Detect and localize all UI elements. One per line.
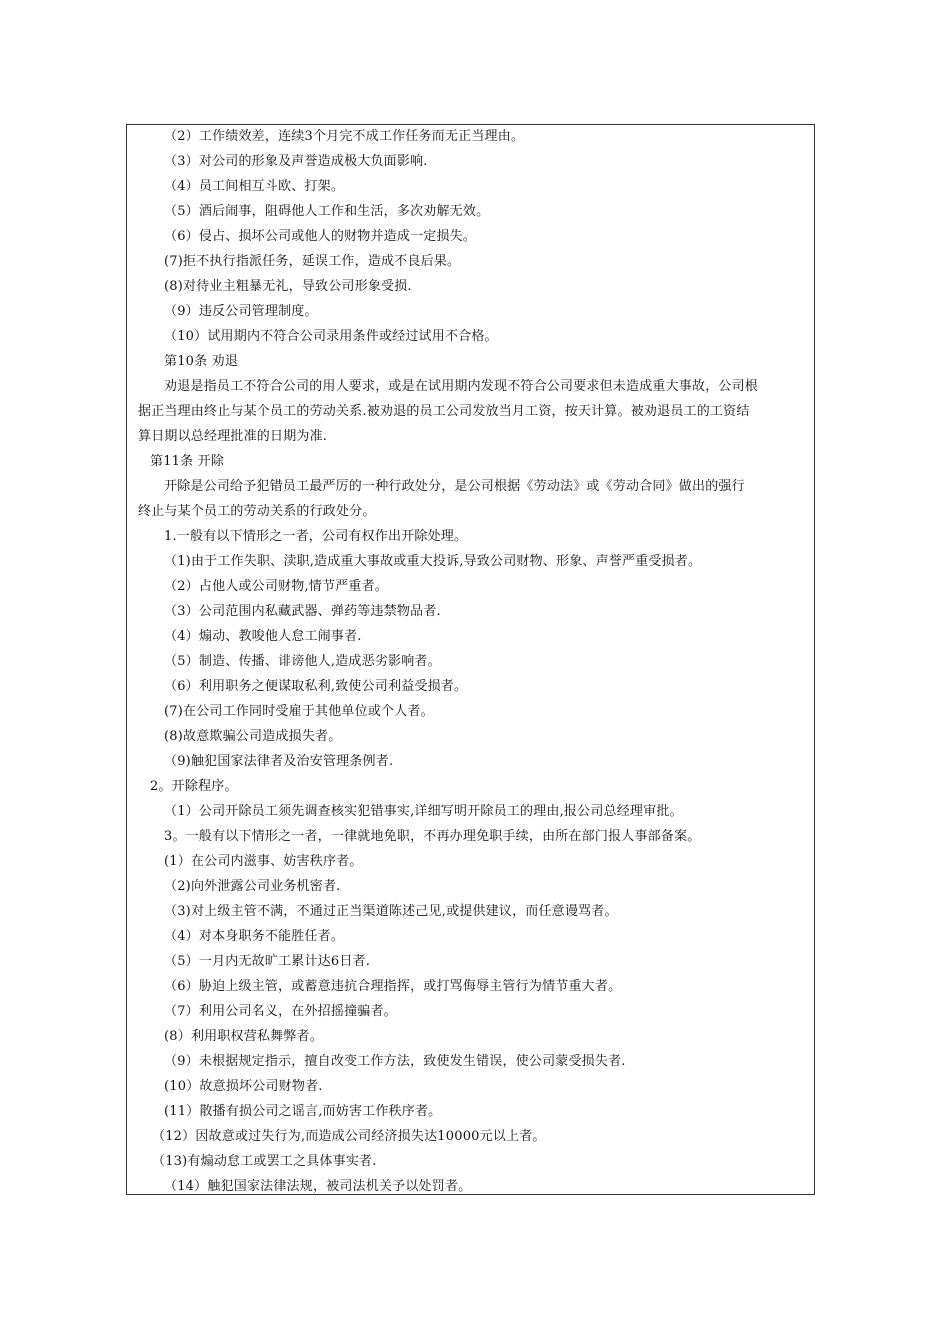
text-line: （5）制造、传播、诽谤他人,造成恶劣影响者。 bbox=[164, 654, 441, 669]
text-line: (10）故意损坏公司财物者. bbox=[164, 1079, 323, 1094]
text-line: (8)对待业主粗暴无礼，导致公司形象受损. bbox=[164, 279, 412, 294]
section-heading: 第10条 劝退 bbox=[164, 354, 239, 369]
text-line: (7)拒不执行指派任务，延误工作，造成不良后果。 bbox=[164, 254, 461, 269]
text-line: 2。开除程序。 bbox=[150, 779, 238, 794]
text-line: (8）利用职权营私舞弊者。 bbox=[164, 1029, 323, 1044]
text-line: （9）未根据规定指示，擅自改变工作方法，致使发生错误，使公司蒙受损失者. bbox=[164, 1054, 626, 1069]
text-line: （2）占他人或公司财物,情节严重者。 bbox=[164, 579, 389, 594]
text-line: （10）试用期内不符合公司录用条件或经过试用不合格。 bbox=[164, 329, 498, 344]
text-line: 终止与某个员工的劳动关系的行政处分。 bbox=[138, 504, 376, 519]
section-heading: 第11条 开除 bbox=[150, 454, 225, 469]
text-line: （2)向外泄露公司业务机密者. bbox=[164, 879, 341, 894]
text-line: （12）因故意或过失行为,而造成公司经济损失达10000元以上者。 bbox=[152, 1129, 546, 1144]
text-line: 劝退是指员工不符合公司的用人要求，或是在试用期内发现不符合公司要求但未造成重大事故，公司根 bbox=[164, 379, 759, 394]
text-line: （4）员工间相互斗欧、打架。 bbox=[164, 179, 345, 194]
text-line: （14）触犯国家法律法规，被司法机关予以处罚者。 bbox=[164, 1179, 472, 1194]
text-line: （4）对本身职务不能胜任者。 bbox=[164, 929, 345, 944]
text-line: (1）在公司内滋事、妨害秩序者。 bbox=[164, 854, 363, 869]
text-line: (11）散播有损公司之谣言,而妨害工作秩序者。 bbox=[164, 1104, 442, 1119]
text-line: （5）一月内无故旷工累计达6日者. bbox=[164, 954, 371, 969]
text-line: （2）工作绩效差，连续3个月完不成工作任务而无正当理由。 bbox=[164, 129, 525, 144]
text-line: （9)触犯国家法律者及治安管理条例者. bbox=[164, 754, 394, 769]
text-line: （3）对公司的形象及声誉造成极大负面影响. bbox=[164, 154, 428, 169]
text-line: 据正当理由终止与某个员工的劳动关系.被劝退的员工公司发放当月工资，按天计算。被劝退员工的工资结 bbox=[138, 404, 750, 419]
text-line: 开除是公司给予犯错员工最严厉的一种行政处分，是公司根据《劳动法》或《劳动合同》做出的强行 bbox=[164, 479, 745, 494]
text-line: （3)对上级主管不满，不通过正当渠道陈述己见,或提供建议，而任意谩骂者。 bbox=[164, 904, 618, 919]
text-line: （3）公司范围内私藏武器、弹药等违禁物品者. bbox=[164, 604, 441, 619]
text-line: 算日期以总经理批准的日期为准. bbox=[138, 429, 328, 444]
text-line: （1)由于工作失职、渎职,造成重大事故或重大投诉,导致公司财物、形象、声誉严重受损者。 bbox=[164, 554, 702, 569]
text-line: （7）利用公司名义，在外招摇撞骗者。 bbox=[164, 1004, 397, 1019]
text-line: （6）胁迫上级主管，或蓄意违抗合理指挥，或打骂侮辱主管行为情节重大者。 bbox=[164, 979, 622, 994]
text-line: 1.一般有以下情形之一者，公司有权作出开除处理。 bbox=[164, 529, 468, 544]
text-line: （13)有煽动怠工或罢工之具体事实者. bbox=[152, 1154, 377, 1169]
text-line: （4）煽动、教唆他人怠工闹事者. bbox=[164, 629, 362, 644]
text-line: (7)在公司工作同时受雇于其他单位或个人者。 bbox=[164, 704, 434, 719]
text-line: （1）公司开除员工须先调查核实犯错事实,详细写明开除员工的理由,报公司总经理审批。 bbox=[164, 804, 683, 819]
text-line: 3。一般有以下情形之一者，一律就地免职，不再办理免职手续，由所在部门报人事部备案。 bbox=[164, 829, 701, 844]
text-line: （9）违反公司管理制度。 bbox=[164, 304, 318, 319]
text-line: （5）酒后闹事，阻碍他人工作和生活，多次劝解无效。 bbox=[164, 204, 490, 219]
text-line: （6）侵占、损坏公司或他人的财物并造成一定损失。 bbox=[164, 229, 477, 244]
text-line: (8)故意欺骗公司造成损失者。 bbox=[164, 729, 342, 744]
text-line: （6）利用职务之便谋取私利,致使公司利益受损者。 bbox=[164, 679, 468, 694]
